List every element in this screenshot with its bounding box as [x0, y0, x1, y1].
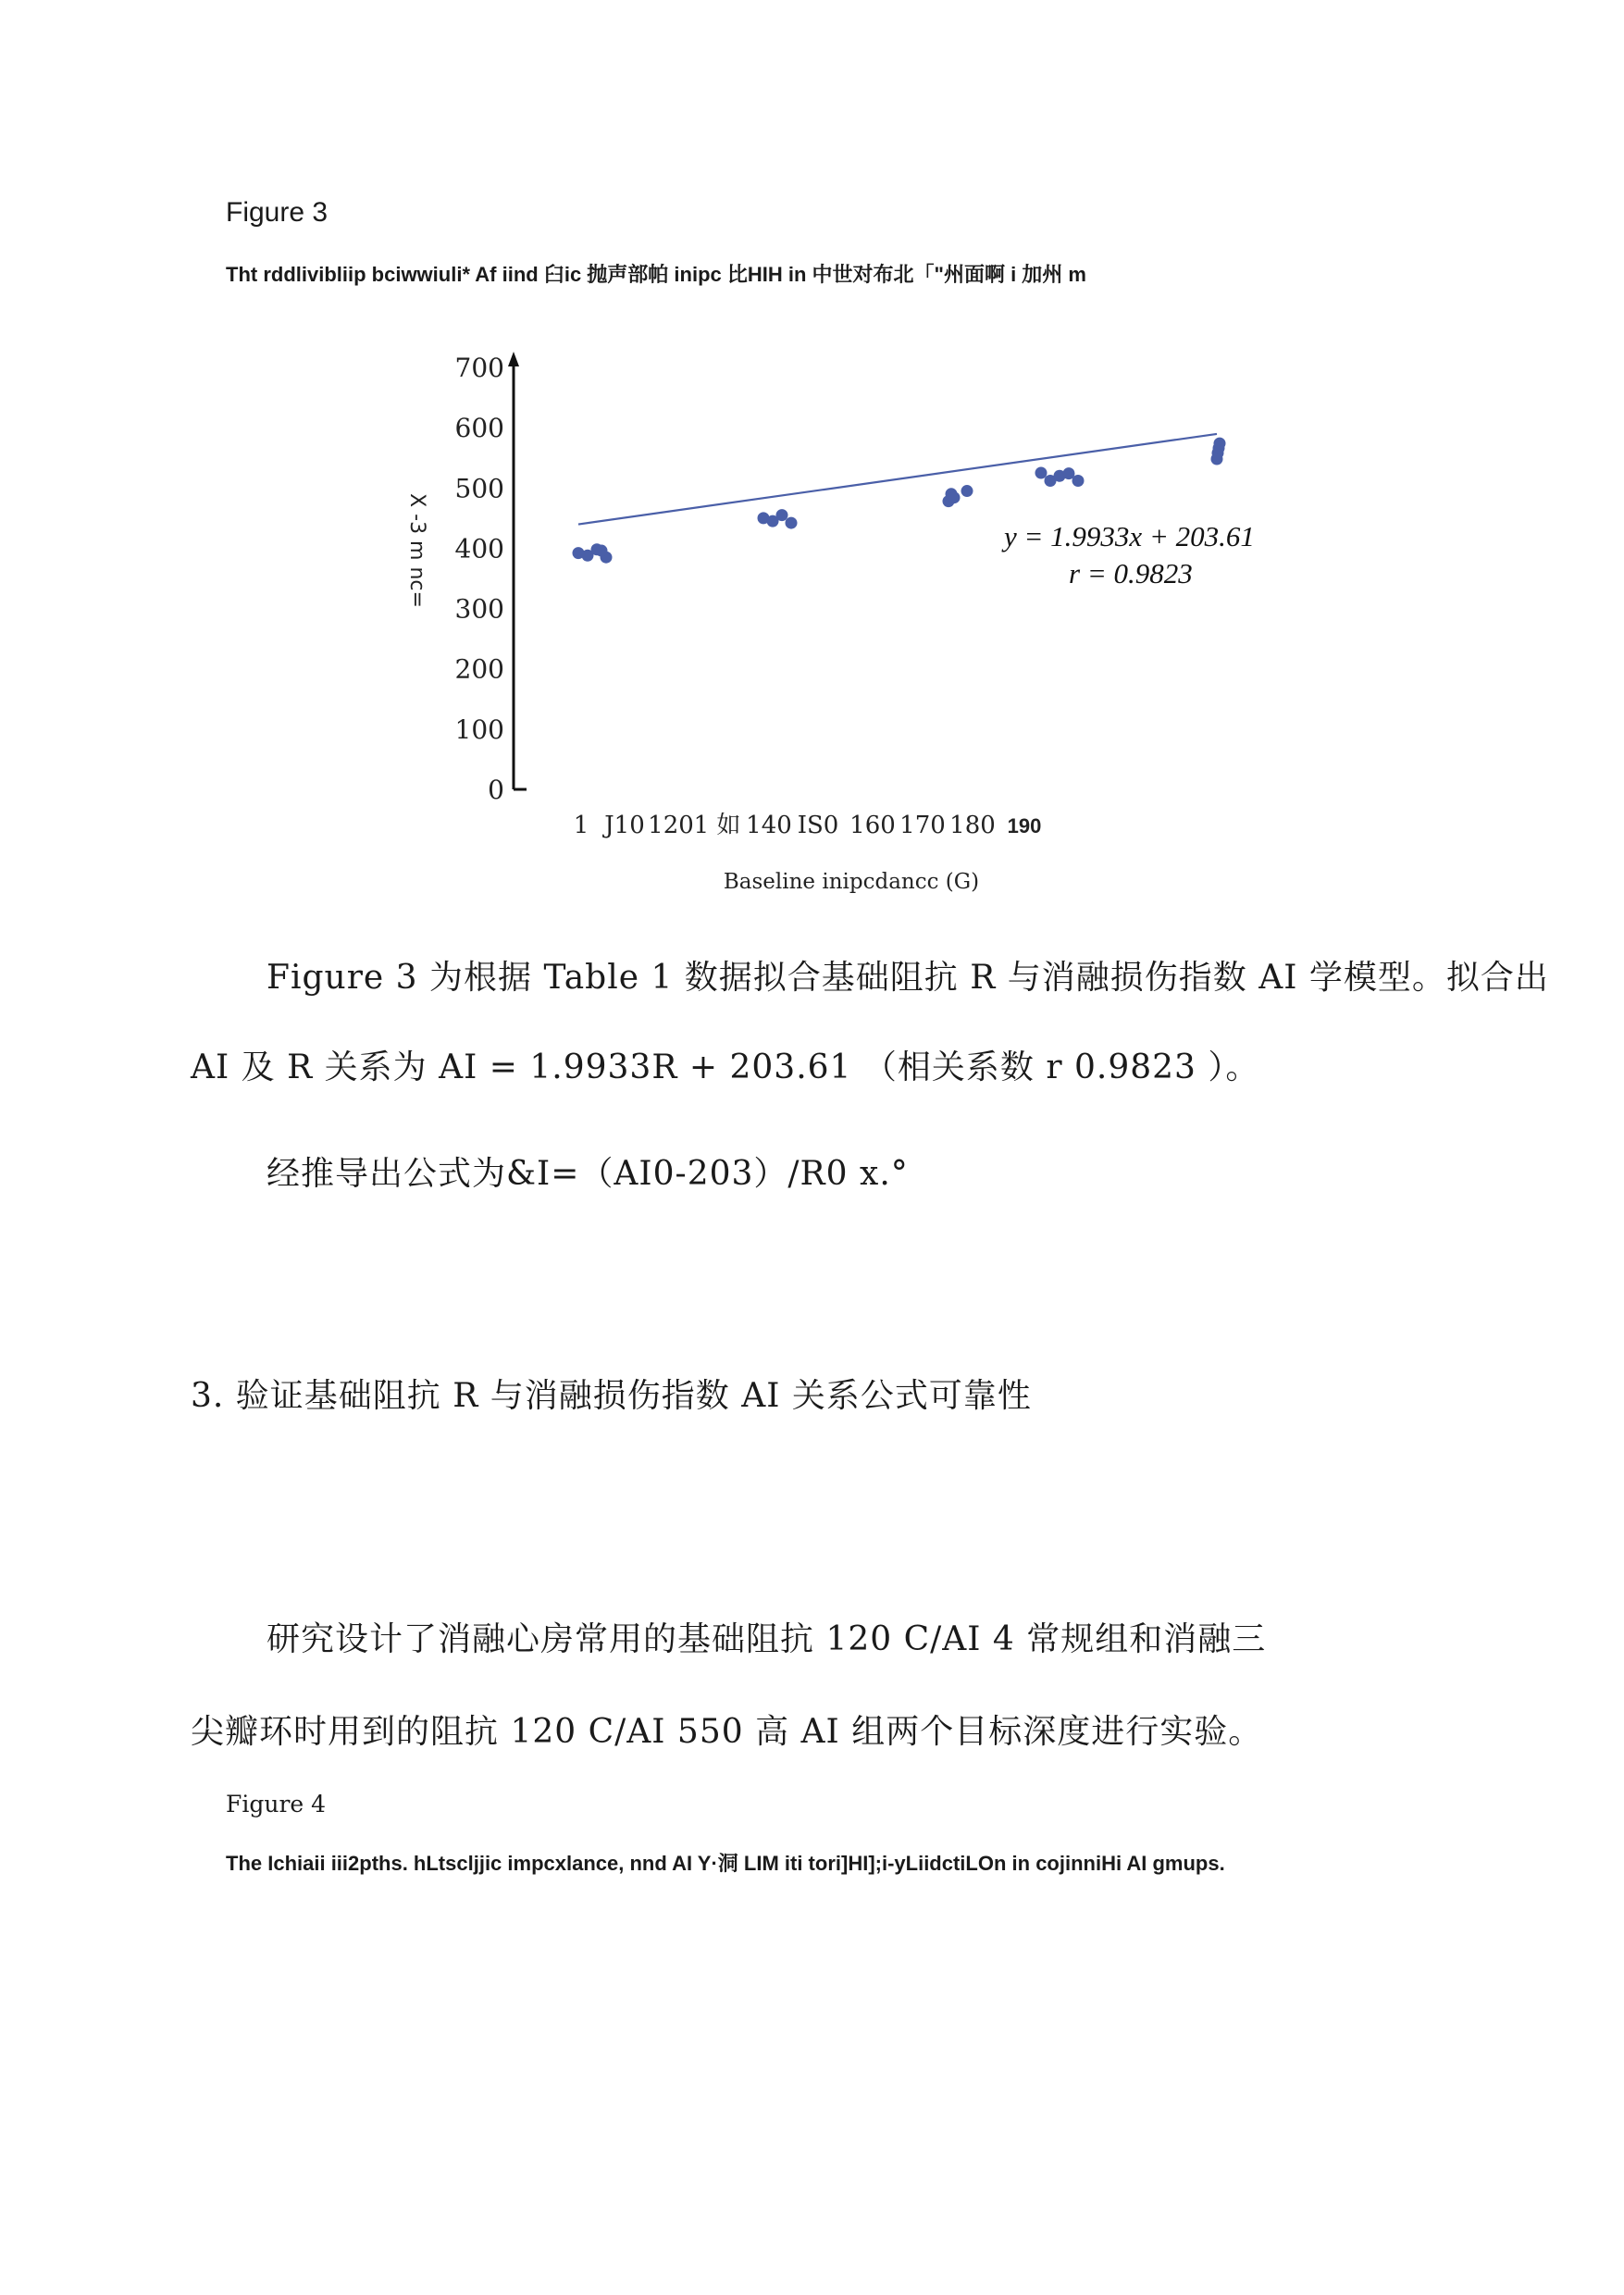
- figure-3-label: Figure 3: [226, 197, 329, 228]
- y-tick-label: 300: [454, 593, 504, 625]
- x-tick-label: 190: [1007, 814, 1042, 837]
- data-point: [1035, 467, 1048, 479]
- scatter-chart: [352, 333, 1286, 894]
- section-3-heading: 3. 验证基础阻抗 R 与消融损伤指数 AI 关系公式可靠性: [191, 1377, 1032, 1415]
- data-point: [1214, 438, 1226, 450]
- x-axis-label: Baseline inipcdancc (G): [723, 870, 980, 894]
- x-tick-label: 1 如: [693, 812, 741, 839]
- y-axis-label: X -3 m nc=: [405, 493, 428, 608]
- y-tick-label: 600: [454, 413, 504, 444]
- equation-label: y = 1.9933x + 203.61: [1004, 520, 1255, 552]
- y-tick-label: 700: [454, 353, 504, 383]
- x-tick-label: IS0: [797, 812, 839, 839]
- x-tick-label: 120: [648, 812, 694, 839]
- data-point: [786, 517, 798, 529]
- figure-4-label: Figure 4: [226, 1791, 327, 1817]
- data-point: [776, 509, 788, 521]
- paragraph-3-line-2: 尖瓣环时用到的阻抗 120 C/AI 550 高 AI 组两个目标深度进行实验。: [191, 1713, 1263, 1751]
- data-point: [596, 545, 608, 557]
- data-point: [948, 491, 961, 503]
- paragraph-1-line-2: AI 及 R 关系为 AI = 1.9933R + 203.61 （相关系数 r 0.9823 ）。: [191, 1048, 1260, 1086]
- paragraph-2: 经推导出公式为&I=（AI0-203）/R0 x.°: [267, 1155, 909, 1193]
- x-tick-label: 170: [899, 812, 946, 839]
- figure-4-caption: The Ichiaii iii2pths. hLtscljjic impcxlance, nnd AI Y·洞 LIM iti tori]HI];i-yLiidctiLOn in cojinniHi AI gmups.: [226, 1852, 1225, 1875]
- fit-line: [578, 434, 1217, 525]
- figure-3-caption: Tht rddlivibliip bciwwiuli* Af iind 臼ic 抛声部帕 inipc 比HIH in 中世对布北「"州面啊 i 加州 m: [226, 263, 1086, 286]
- y-tick-label: 400: [454, 533, 504, 564]
- x-tick-label: 1: [573, 812, 589, 839]
- paragraph-1-line-1: Figure 3 为根据 Table 1 数据拟合基础阻抗 R 与消融损伤指数 AI 学模型。拟合出: [267, 959, 1549, 997]
- paragraph-3-line-1: 研究设计了消融心房常用的基础阻抗 120 C/AI 4 常规组和消融三: [267, 1620, 1267, 1658]
- x-tick-label: J10: [604, 812, 645, 839]
- y-tick-label: 0: [488, 775, 504, 805]
- r-label: r = 0.9823: [1069, 557, 1193, 589]
- x-tick-label: 180: [949, 812, 996, 839]
- x-tick-label: 160: [849, 812, 896, 839]
- x-tick-label: 140: [746, 812, 792, 839]
- y-tick-label: 500: [454, 473, 504, 504]
- data-point: [1072, 475, 1085, 487]
- data-point: [961, 485, 973, 497]
- y-tick-label: 200: [454, 653, 504, 685]
- y-axis-arrow: [508, 352, 519, 366]
- y-tick-label: 100: [454, 713, 504, 745]
